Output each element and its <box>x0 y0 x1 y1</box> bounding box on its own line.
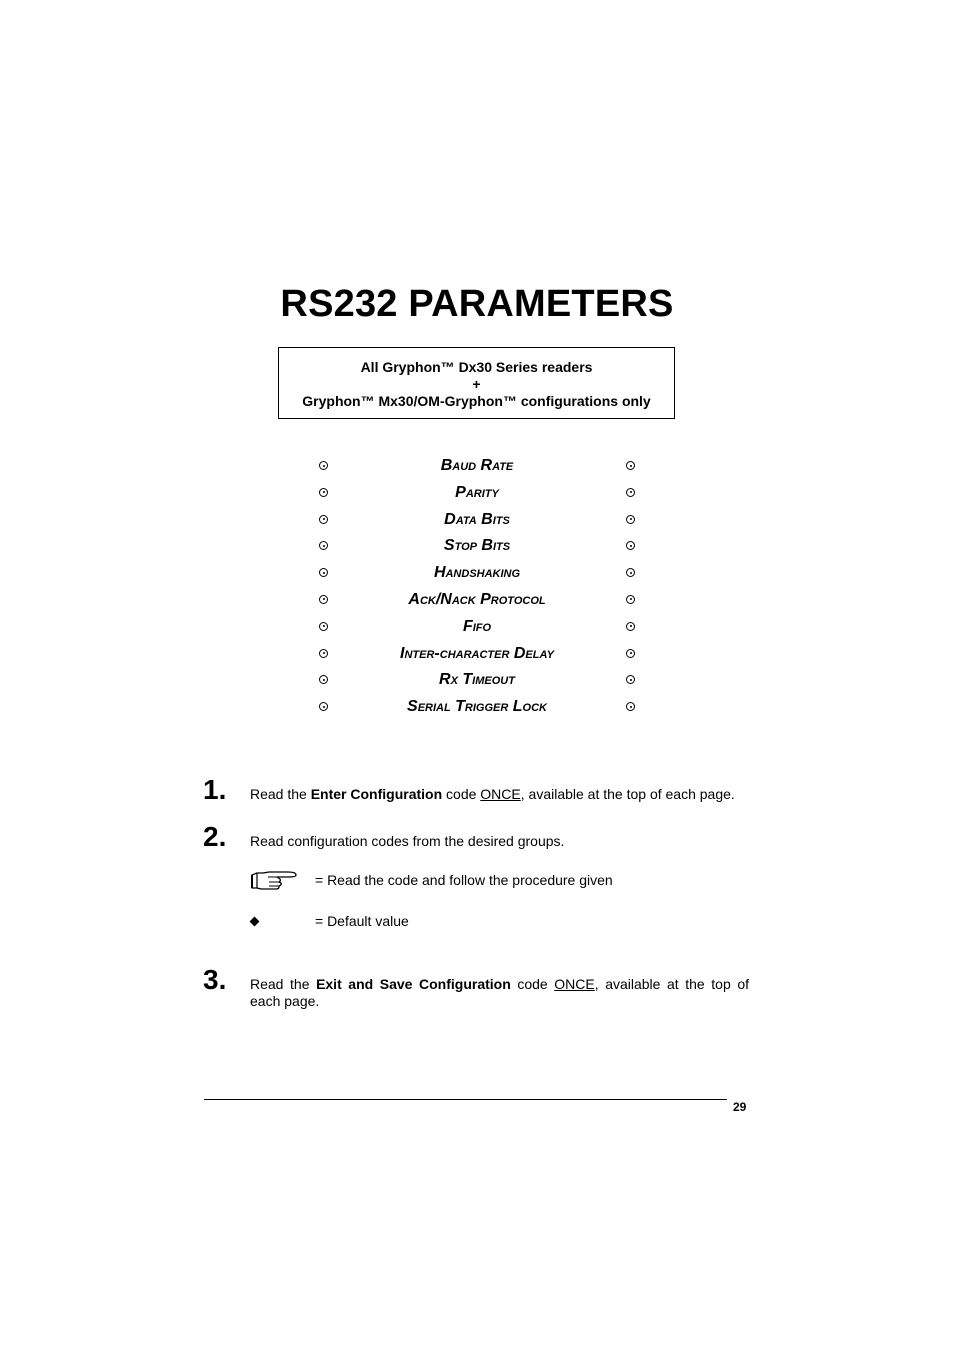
circled-dot-icon <box>626 622 635 631</box>
circled-dot-icon <box>626 595 635 604</box>
circled-dot-icon <box>626 461 635 470</box>
menu-item-inter-character-delay[interactable] <box>300 643 654 670</box>
step-1-text <box>250 786 749 803</box>
page-title: RS232 PARAMETERS <box>280 283 674 325</box>
circled-dot-icon <box>319 515 328 524</box>
circled-dot-icon <box>626 488 635 497</box>
step-text-part: code <box>510 976 555 992</box>
menu-item-label[interactable]: Data Bits <box>444 510 510 528</box>
circled-dot-icon <box>319 675 328 684</box>
menu-item-ack-nack-protocol[interactable] <box>300 589 654 616</box>
circled-dot-icon <box>626 649 635 658</box>
step-number: 2. <box>203 821 227 852</box>
circled-dot-icon <box>319 488 328 497</box>
exit-save-configuration-label: Exit and Save Configuration <box>316 976 511 992</box>
step-text-part: Read the <box>250 786 311 802</box>
menu-item-label[interactable]: Serial Trigger Lock <box>407 698 547 716</box>
circled-dot-icon <box>319 568 328 577</box>
menu-item-baud-rate[interactable] <box>300 455 654 482</box>
circled-dot-icon <box>626 702 635 711</box>
legend-default-text: = Default value <box>315 913 409 929</box>
parameter-menu <box>300 455 654 723</box>
circled-dot-icon <box>626 568 635 577</box>
page-number: 29 <box>733 1100 747 1114</box>
circled-dot-icon <box>626 541 635 550</box>
menu-item-label[interactable]: Ack/Nack Protocol <box>408 590 546 608</box>
diamond-icon <box>250 912 258 929</box>
step-text-part: , available at the top of each page. <box>520 786 735 802</box>
circled-dot-icon <box>319 622 328 631</box>
legend-procedure-text: = Read the code and follow the procedure given <box>315 872 613 888</box>
menu-item-label[interactable]: Handshaking <box>433 564 521 582</box>
step-text-part: code <box>442 786 481 802</box>
circled-dot-icon <box>319 702 328 711</box>
circled-dot-icon <box>319 541 328 550</box>
menu-item-fifo[interactable] <box>300 616 654 643</box>
scope-line-1: All Gryphon™ Dx30 Series readers <box>360 359 593 375</box>
menu-item-label[interactable]: Inter-character Delay <box>400 644 554 662</box>
circled-dot-icon <box>626 515 635 524</box>
circled-dot-icon <box>319 595 328 604</box>
once-emphasis: ONCE <box>554 976 595 992</box>
step-number: 1. <box>203 774 227 805</box>
circled-dot-icon <box>626 675 635 684</box>
menu-item-label[interactable]: Baud Rate <box>440 457 514 474</box>
scope-line-3: Gryphon™ Mx30/OM-Gryphon™ configurations only <box>302 393 651 409</box>
circled-dot-icon <box>319 649 328 658</box>
menu-item-stop-bits[interactable] <box>300 535 654 562</box>
menu-item-rx-timeout[interactable] <box>300 669 654 696</box>
step-text-part: Read the <box>250 976 317 992</box>
footer-divider <box>204 1099 727 1100</box>
menu-item-label[interactable]: Parity <box>455 483 499 501</box>
step-text-part: , available at the top of each page. <box>250 976 749 1009</box>
scope-line-2: + <box>472 376 481 392</box>
scope-box <box>278 347 675 419</box>
circled-dot-icon <box>319 461 328 470</box>
menu-item-label[interactable]: Stop Bits <box>443 537 511 555</box>
menu-item-parity[interactable] <box>300 482 654 509</box>
menu-item-serial-trigger-lock[interactable] <box>300 696 654 723</box>
step-3-text <box>250 976 749 1010</box>
pointing-hand-icon <box>250 869 298 895</box>
menu-item-label[interactable]: Rx Timeout <box>439 671 515 689</box>
once-emphasis: ONCE <box>480 786 521 802</box>
step-number: 3. <box>203 964 227 995</box>
menu-item-label[interactable]: Fifo <box>462 617 492 635</box>
enter-configuration-label: Enter Configuration <box>310 786 443 802</box>
menu-item-handshaking[interactable] <box>300 562 654 589</box>
step-2-text: Read configuration codes from the desired groups. <box>250 833 565 849</box>
menu-item-data-bits[interactable] <box>300 509 654 536</box>
